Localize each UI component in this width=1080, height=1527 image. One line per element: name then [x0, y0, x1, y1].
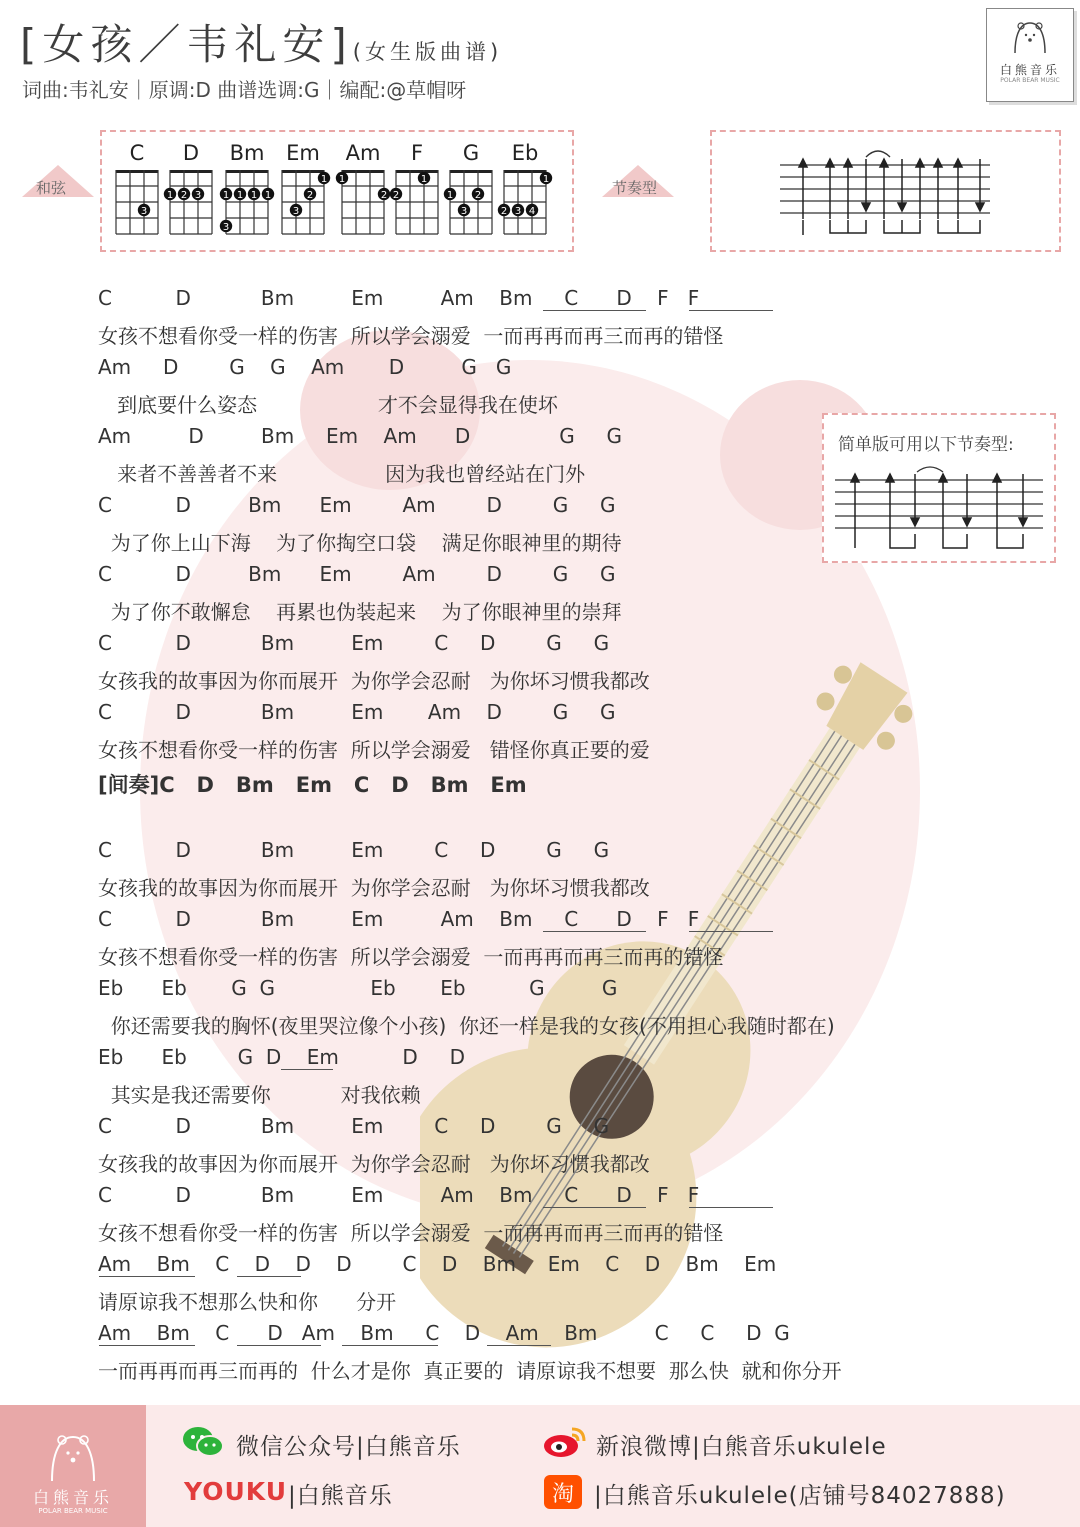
chord-name: F	[410, 141, 424, 165]
chord-line: C D Bm Em Am D G G	[98, 562, 616, 586]
youku-logo	[184, 1477, 287, 1506]
lyric-line: 女孩不想看你受一样的伤害 所以学会溺爱 一而再再而再三而再的错怪	[98, 1221, 724, 1245]
chord-line: C D Bm Em C D G G	[98, 1114, 610, 1138]
svg-text:3: 3	[292, 206, 300, 217]
svg-text:1: 1	[542, 174, 550, 185]
svg-text:1: 1	[250, 190, 258, 201]
svg-text:2: 2	[180, 190, 188, 201]
simple-strum-title: 简单版可用以下节奏型:	[838, 435, 1014, 455]
lyric-line: 女孩我的故事因为你而展开 为你学会忍耐 为你坏习惯我都改	[98, 876, 650, 900]
lyric-line: 到底要什么姿态 才不会显得我在使坏	[98, 393, 558, 417]
footer-youku: |白熊音乐	[288, 1483, 393, 1509]
lyric-line: 请原谅我不想那么快和你 分开	[98, 1290, 397, 1314]
chord-line: C D Bm Em Am Bm C D F F	[98, 1183, 700, 1207]
chord-line: Eb Eb G D Em D D	[98, 1045, 465, 1069]
chord-name: C	[129, 141, 145, 165]
svg-text:1: 1	[264, 190, 272, 201]
footer-wechat: 微信公众号|白熊音乐	[236, 1434, 461, 1460]
svg-text:1: 1	[166, 190, 174, 201]
chord-line: Am D Bm Em Am D G G	[98, 424, 623, 448]
logo-subtext: POLAR BEAR MUSIC	[1000, 77, 1060, 84]
chord-underline	[543, 1207, 646, 1208]
svg-text:1: 1	[222, 190, 230, 201]
lyric-line: 一而再再而再三而再的 什么才是你 真正要的 请原谅我不想要 那么快 就和你分开	[98, 1359, 842, 1383]
footer-bear-icon	[38, 1425, 108, 1483]
footer-taobao: |白熊音乐ukulele(店铺号84027888)	[594, 1483, 1006, 1509]
lyric-line: 来者不善善者不来 因为我也曾经站在门外	[98, 462, 586, 486]
svg-text:2: 2	[392, 190, 400, 201]
weibo-icon	[542, 1425, 588, 1459]
lyric-line: 你还需要我的胸怀(夜里哭泣像个小孩) 你还一样是我的女孩(不用担心我随时都在)	[98, 1014, 835, 1038]
svg-text:2: 2	[380, 190, 388, 201]
footer-logo-text: 白熊音乐	[32, 1488, 113, 1507]
svg-text:4: 4	[528, 206, 536, 217]
lyric-line: 其实是我还需要你 对我依赖	[98, 1083, 421, 1107]
lyric-line: 女孩不想看你受一样的伤害 所以学会溺爱 一而再再而再三而再的错怪	[98, 945, 724, 969]
chord-section-label: 和弦	[36, 179, 67, 197]
chord-name: D	[182, 141, 200, 165]
chord-name: G	[462, 141, 480, 165]
svg-text:3: 3	[460, 206, 468, 217]
song-credits: 词曲:韦礼安｜原调:D 曲谱选调:G｜编配:@草帽呀	[22, 78, 467, 102]
chord-underline	[99, 1276, 195, 1277]
taobao-icon	[544, 1475, 582, 1509]
svg-text:2: 2	[474, 190, 482, 201]
chord-underline	[543, 310, 646, 311]
lyric-line: 女孩我的故事因为你而展开 为你学会忍耐 为你坏习惯我都改	[98, 1152, 650, 1176]
chord-underline	[689, 310, 773, 311]
chord-line: C D Bm Em Am D G G	[98, 700, 616, 724]
chord-underline	[689, 931, 773, 932]
lyric-line: 为了你不敢懈怠 再累也伪装起来 为了你眼神里的崇拜	[98, 600, 622, 624]
chord-name: Eb	[511, 141, 539, 165]
chord-line: C D Bm Em Am D G G	[98, 493, 616, 517]
chord-underline	[342, 1345, 438, 1346]
chord-name: Bm	[229, 141, 265, 165]
chord-underline	[281, 1069, 333, 1070]
chord-line: [间奏]C D Bm Em C D Bm Em	[98, 773, 527, 797]
footer-logo	[0, 1405, 146, 1527]
svg-text:1: 1	[320, 174, 328, 185]
chord-underline	[543, 931, 646, 932]
lyric-line: 为了你上山下海 为了你掏空口袋 满足你眼神里的期待	[98, 531, 622, 555]
chord-line: Am D G G Am D G G	[98, 355, 512, 379]
svg-text:淘: 淘	[551, 1482, 575, 1507]
chord-line: Am Bm C D D D C D Bm Em C D Bm Em	[98, 1252, 777, 1276]
chord-line: Am Bm C D Am Bm C D Am Bm C C D G	[98, 1321, 790, 1345]
chord-underline	[487, 1345, 551, 1346]
chord-line: C D Bm Em C D G G	[98, 838, 610, 862]
wechat-icon	[182, 1425, 224, 1459]
chord-underline	[237, 1345, 321, 1346]
chord-underline	[99, 1345, 195, 1346]
lyric-line: 女孩不想看你受一样的伤害 所以学会溺爱 错怪你真正要的爱	[98, 738, 650, 762]
svg-text:2: 2	[306, 190, 314, 201]
footer-logo-subtext: POLAR BEAR MUSIC	[38, 1507, 108, 1515]
svg-text:1: 1	[236, 190, 244, 201]
youku-brand: YOUKU	[184, 1477, 287, 1506]
chord-line: Eb Eb G G Eb Eb G G	[98, 976, 618, 1000]
chord-underline	[237, 1276, 301, 1277]
svg-text:3: 3	[140, 206, 148, 217]
chord-name: Em	[286, 141, 320, 165]
chord-line: C D Bm Em Am Bm C D F F	[98, 286, 700, 310]
logo-text: 白熊音乐	[999, 63, 1060, 77]
chord-line: C D Bm Em Am Bm C D F F	[98, 907, 700, 931]
svg-text:3: 3	[194, 190, 202, 201]
footer-weibo: 新浪微博|白熊音乐ukulele	[596, 1434, 887, 1460]
lyric-line: 女孩我的故事因为你而展开 为你学会忍耐 为你坏习惯我都改	[98, 669, 650, 693]
chord-name: Am	[345, 141, 381, 165]
song-title: [女孩／韦礼安](女生版曲谱)	[20, 20, 503, 69]
svg-text:1: 1	[446, 190, 454, 201]
song-subtitle: (女生版曲谱)	[352, 40, 503, 64]
svg-text:1: 1	[338, 174, 346, 185]
svg-text:3: 3	[514, 206, 522, 217]
svg-text:1: 1	[420, 174, 428, 185]
chord-underline	[689, 1207, 773, 1208]
strum-section-label: 节奏型	[612, 179, 658, 197]
lyric-line: 女孩不想看你受一样的伤害 所以学会溺爱 一而再再而再三而再的错怪	[98, 324, 724, 348]
svg-text:3: 3	[222, 222, 230, 233]
svg-text:2: 2	[500, 206, 508, 217]
chord-line: C D Bm Em C D G G	[98, 631, 610, 655]
